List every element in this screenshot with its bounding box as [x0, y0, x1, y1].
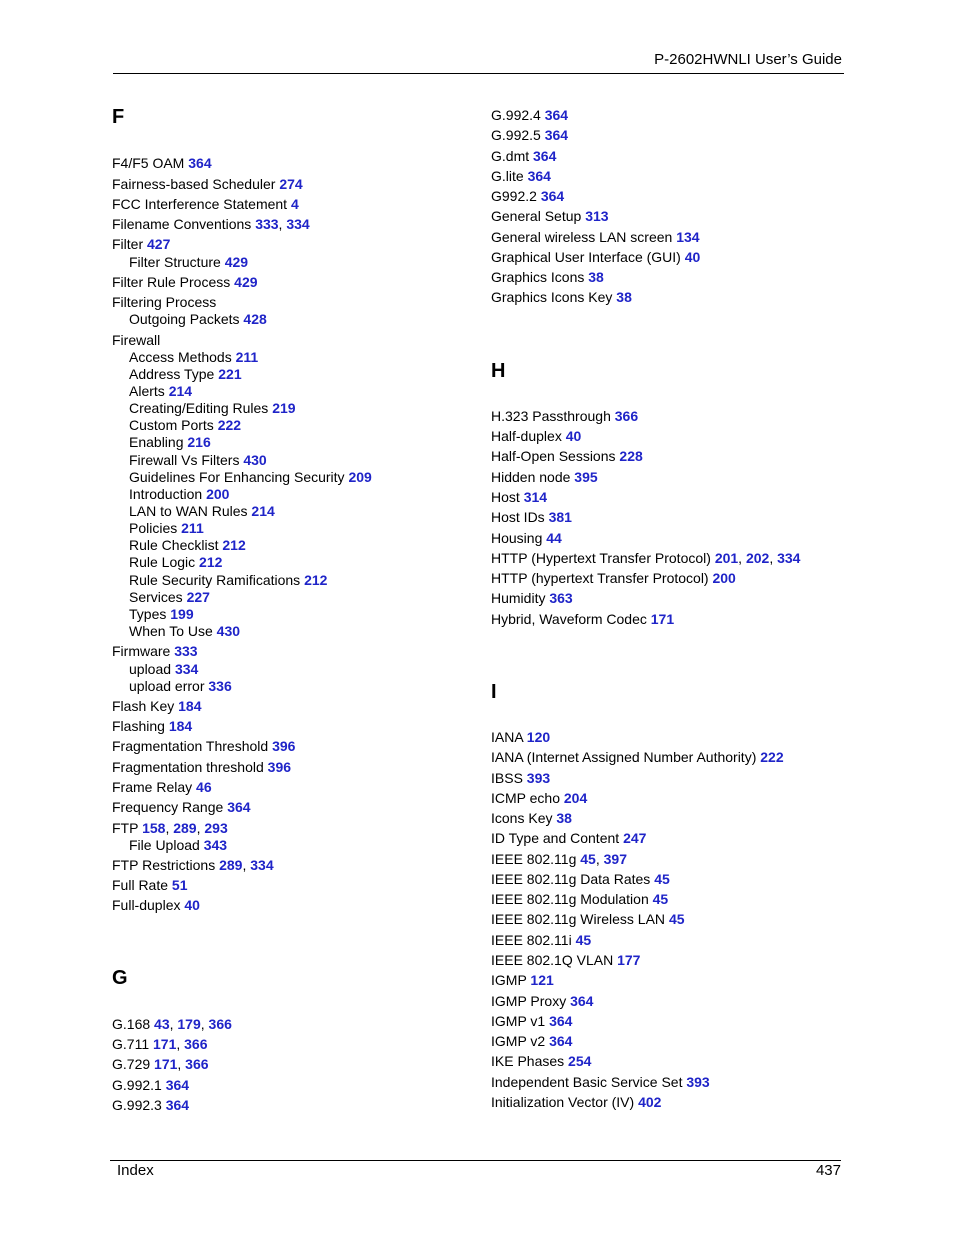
- index-entry: [491, 993, 593, 1010]
- index-entry: [112, 236, 170, 253]
- index-entry: [491, 871, 670, 888]
- page-reference-link[interactable]: 333: [255, 216, 279, 232]
- page-reference-link[interactable]: 381: [548, 509, 572, 525]
- page-reference-link[interactable]: 364: [549, 1033, 573, 1049]
- index-entry: [491, 570, 736, 587]
- index-entry: [112, 1077, 189, 1094]
- index-term: IKE Phases: [491, 1053, 565, 1069]
- index-term: G.729: [112, 1056, 151, 1072]
- page-reference-link[interactable]: 293: [204, 820, 228, 836]
- index-term: General wireless LAN screen: [491, 229, 673, 245]
- page-separator: ,: [738, 550, 746, 566]
- page-reference-link[interactable]: 214: [168, 383, 193, 399]
- page-reference-link[interactable]: 38: [556, 810, 572, 826]
- index-entry: [112, 897, 200, 914]
- index-term: Hidden node: [491, 469, 571, 485]
- index-term: IGMP: [491, 972, 527, 988]
- index-entry: [491, 590, 573, 607]
- index-term: Firewall Vs Filters: [129, 452, 240, 468]
- index-subentry: [129, 400, 296, 417]
- index-subentry: [129, 606, 194, 623]
- index-term: Host: [491, 489, 520, 505]
- index-term: Filter: [112, 236, 144, 252]
- page-reference-link[interactable]: 402: [638, 1094, 662, 1110]
- index-entry: [491, 1013, 572, 1030]
- page-reference-link[interactable]: 428: [243, 311, 267, 327]
- index-entry: [491, 107, 568, 124]
- index-entry: [491, 749, 784, 766]
- index-entry: [112, 779, 212, 796]
- index-entry: [491, 469, 598, 486]
- index-term: Filtering Process: [112, 294, 217, 310]
- page-reference-link[interactable]: 211: [235, 349, 259, 365]
- index-term: Introduction: [129, 486, 203, 502]
- index-term: IGMP Proxy: [491, 993, 567, 1009]
- index-entry: [491, 408, 638, 425]
- page-separator: ,: [165, 820, 174, 836]
- index-entry: [491, 509, 572, 526]
- index-entry: [112, 877, 188, 894]
- index-term: Address Type: [129, 366, 215, 382]
- index-entry: [112, 643, 198, 660]
- index-term: H.323 Passthrough: [491, 408, 611, 424]
- index-term: G992.2: [491, 188, 537, 204]
- index-subentry: [129, 383, 192, 400]
- footer-divider: [110, 1160, 841, 1161]
- index-term: upload error: [129, 678, 205, 694]
- page-reference-link[interactable]: 45: [668, 911, 685, 927]
- page-reference-link[interactable]: 247: [623, 830, 647, 846]
- page-reference-link[interactable]: 364: [544, 127, 569, 143]
- index-entry: [491, 229, 700, 246]
- page-reference-link[interactable]: 228: [619, 448, 643, 464]
- page-reference-link[interactable]: 46: [196, 779, 212, 795]
- index-term: Filter Structure: [129, 254, 221, 270]
- footer-section-label: Index: [117, 1162, 154, 1179]
- index-entry: [112, 698, 202, 715]
- index-term: Half-duplex: [491, 428, 562, 444]
- index-term: Rule Checklist: [129, 537, 219, 553]
- index-entry: [112, 857, 274, 874]
- page-reference-link[interactable]: 227: [186, 589, 210, 605]
- page-reference-link[interactable]: 313: [585, 208, 609, 224]
- page-reference-link[interactable]: 45: [652, 891, 669, 907]
- index-entry: [491, 810, 572, 827]
- page-reference-link[interactable]: 40: [684, 249, 701, 265]
- page-reference-link[interactable]: 121: [530, 972, 554, 988]
- page-separator: ,: [177, 1056, 186, 1072]
- page-reference-link[interactable]: 45: [575, 932, 592, 948]
- index-term: LAN to WAN Rules: [129, 503, 248, 519]
- page-reference-link[interactable]: 211: [181, 520, 204, 536]
- page-reference-link[interactable]: 364: [570, 993, 594, 1009]
- page-reference-link[interactable]: 333: [174, 643, 198, 659]
- index-subentry: [129, 520, 204, 537]
- page-reference-link[interactable]: 44: [546, 530, 562, 546]
- index-entry: [112, 196, 299, 213]
- page-separator: ,: [242, 857, 251, 873]
- index-term: Fairness-based Scheduler: [112, 176, 276, 192]
- page-reference-link[interactable]: 364: [549, 1013, 573, 1029]
- index-entry: [491, 611, 674, 628]
- page-separator: ,: [176, 1036, 185, 1052]
- index-term: IEEE 802.11g Wireless LAN: [491, 911, 666, 927]
- page-reference-link[interactable]: 45: [654, 871, 670, 887]
- page-separator: ,: [169, 1016, 178, 1032]
- page-separator: ,: [196, 820, 205, 836]
- index-term: Firmware: [112, 643, 171, 659]
- index-subentry: [129, 623, 240, 640]
- index-entry: [491, 952, 640, 969]
- index-term: IEEE 802.11g Modulation: [491, 891, 649, 907]
- section-letter-g: G: [112, 967, 128, 989]
- index-term: Rule Security Ramifications: [129, 572, 301, 588]
- page-reference-link[interactable]: 334: [777, 550, 801, 566]
- index-term: G.992.3: [112, 1097, 162, 1113]
- page-reference-link[interactable]: 427: [147, 236, 171, 252]
- index-term: Creating/Editing Rules: [129, 400, 269, 416]
- page-reference-link[interactable]: 395: [574, 469, 598, 485]
- page-reference-link[interactable]: 393: [526, 770, 551, 786]
- page-reference-link[interactable]: 204: [563, 790, 588, 806]
- page-reference-link[interactable]: 209: [348, 469, 372, 485]
- index-term: ID Type and Content: [491, 830, 620, 846]
- index-entry: [491, 770, 550, 787]
- page-reference-link[interactable]: 40: [184, 897, 200, 913]
- index-subentry: [129, 661, 198, 678]
- index-term: Firewall: [112, 332, 161, 348]
- index-entry: [491, 1053, 591, 1070]
- page-reference-link[interactable]: 396: [267, 759, 292, 775]
- page-reference-link[interactable]: 364: [544, 107, 569, 123]
- page-reference-link[interactable]: 51: [171, 877, 188, 893]
- index-term: HTTP (Hypertext Transfer Protocol): [491, 550, 711, 566]
- index-term: IANA: [491, 729, 523, 745]
- page-reference-link[interactable]: 171: [153, 1036, 177, 1052]
- index-entry: [112, 274, 258, 291]
- index-entry: [491, 1094, 661, 1111]
- index-term: Flash Key: [112, 698, 175, 714]
- index-term: Humidity: [491, 590, 546, 606]
- index-term: Graphical User Interface (GUI): [491, 249, 681, 265]
- page-reference-link[interactable]: 184: [168, 718, 193, 734]
- index-term: IGMP v1: [491, 1013, 546, 1029]
- page-reference-link[interactable]: 199: [170, 606, 194, 622]
- index-entry: [112, 718, 192, 735]
- index-term: Full-duplex: [112, 897, 181, 913]
- page-reference-link[interactable]: 334: [174, 661, 199, 677]
- page-reference-link[interactable]: 364: [165, 1077, 190, 1093]
- index-term: Access Methods: [129, 349, 232, 365]
- index-entry: [112, 799, 251, 816]
- index-subentry: [129, 486, 229, 503]
- index-entry: [491, 972, 554, 989]
- footer-page-number: 437: [815, 1162, 841, 1179]
- page-reference-link[interactable]: 430: [216, 623, 241, 639]
- index-term: Enabling: [129, 434, 184, 450]
- page-reference-link[interactable]: 274: [279, 176, 303, 192]
- page-reference-link[interactable]: 289: [219, 857, 243, 873]
- page-reference-link[interactable]: 289: [173, 820, 197, 836]
- index-term: FTP Restrictions: [112, 857, 216, 873]
- index-subentry: [129, 572, 327, 589]
- index-entry: [491, 168, 551, 185]
- index-term: Graphics Icons Key: [491, 289, 613, 305]
- page-reference-link[interactable]: 364: [227, 799, 251, 815]
- page-reference-link[interactable]: 336: [208, 678, 232, 694]
- page-reference-link[interactable]: 366: [185, 1056, 209, 1072]
- page-reference-link[interactable]: 38: [588, 269, 604, 285]
- page-reference-link[interactable]: 212: [222, 537, 246, 553]
- index-entry: [112, 1036, 208, 1053]
- page-reference-link[interactable]: 222: [760, 749, 784, 765]
- header-divider: [113, 73, 844, 74]
- index-term: upload: [129, 661, 172, 677]
- index-term: Frequency Range: [112, 799, 224, 815]
- index-term: IANA (Internet Assigned Number Authority): [491, 749, 757, 765]
- page-separator: ,: [595, 851, 604, 867]
- index-subentry: [129, 349, 258, 366]
- index-entry: [112, 216, 310, 233]
- index-subentry: [129, 366, 242, 383]
- page-reference-link[interactable]: 184: [178, 698, 202, 714]
- page-reference-link[interactable]: 216: [187, 434, 211, 450]
- index-entry: [491, 851, 627, 868]
- index-entry: [491, 269, 604, 286]
- index-term: Fragmentation Threshold: [112, 738, 269, 754]
- page-reference-link[interactable]: 179: [177, 1016, 201, 1032]
- page-reference-link[interactable]: 366: [184, 1036, 208, 1052]
- index-entry: [491, 188, 564, 205]
- guide-title: P-2602HWNLI User’s Guide: [654, 51, 842, 68]
- page-reference-link[interactable]: 334: [286, 216, 310, 232]
- index-entry: [491, 127, 568, 144]
- page-reference-link[interactable]: 202: [745, 550, 770, 566]
- index-entry: [491, 729, 550, 746]
- index-term: Filename Conventions: [112, 216, 252, 232]
- index-subentry: [129, 589, 210, 606]
- index-term: IEEE 802.1Q VLAN: [491, 952, 614, 968]
- page-reference-link[interactable]: 200: [712, 570, 736, 586]
- index-term: IEEE 802.11i: [491, 932, 572, 948]
- index-entry: [112, 155, 212, 172]
- page-reference-link[interactable]: 396: [272, 738, 296, 754]
- index-entry: [491, 1074, 710, 1091]
- page-reference-link[interactable]: 343: [203, 837, 228, 853]
- index-term: Frame Relay: [112, 779, 193, 795]
- index-entry: [112, 1097, 189, 1114]
- index-entry: [491, 932, 591, 949]
- index-subentry: [129, 837, 227, 854]
- index-subentry: [129, 537, 246, 554]
- index-term: G.992.5: [491, 127, 541, 143]
- page-reference-link[interactable]: 200: [206, 486, 230, 502]
- page-reference-link[interactable]: 43: [154, 1016, 170, 1032]
- index-term: Guidelines For Enhancing Security: [129, 469, 345, 485]
- index-entry: [491, 148, 556, 165]
- index-entry: [112, 176, 303, 193]
- index-term: Custom Ports: [129, 417, 214, 433]
- index-entry: [491, 830, 646, 847]
- page-reference-link[interactable]: 366: [614, 408, 639, 424]
- index-term: Icons Key: [491, 810, 553, 826]
- page-reference-link[interactable]: 221: [218, 366, 242, 382]
- index-term: Host IDs: [491, 509, 545, 525]
- index-entry: [491, 790, 587, 807]
- index-term: G.711: [112, 1036, 150, 1052]
- page-reference-link[interactable]: 397: [603, 851, 627, 867]
- index-term: FTP: [112, 820, 139, 836]
- index-term: G.lite: [491, 168, 524, 184]
- page-reference-link[interactable]: 171: [650, 611, 675, 627]
- index-subentry: [129, 678, 232, 695]
- page-reference-link[interactable]: 364: [533, 148, 557, 164]
- index-term: Alerts: [129, 383, 165, 399]
- index-term: Fragmentation threshold: [112, 759, 264, 775]
- index-term: Flashing: [112, 718, 165, 734]
- page-reference-link[interactable]: 314: [523, 489, 548, 505]
- page-reference-link[interactable]: 364: [188, 155, 212, 171]
- index-term: Outgoing Packets: [129, 311, 240, 327]
- index-entry: [112, 820, 228, 837]
- index-entry: [491, 489, 547, 506]
- page-separator: ,: [769, 550, 778, 566]
- page-reference-link[interactable]: 219: [272, 400, 296, 416]
- index-term: G.992.4: [491, 107, 541, 123]
- page-reference-link[interactable]: 214: [251, 503, 275, 519]
- page-separator: ,: [200, 1016, 209, 1032]
- page-reference-link[interactable]: 158: [142, 820, 166, 836]
- index-term: IEEE 802.11g Data Rates: [491, 871, 651, 887]
- index-term: Policies: [129, 520, 178, 536]
- index-term: Half-Open Sessions: [491, 448, 616, 464]
- index-entry: [112, 738, 295, 755]
- index-subentry: [129, 469, 372, 486]
- index-term: When To Use: [129, 623, 213, 639]
- index-entry: [112, 1056, 209, 1073]
- page-reference-link[interactable]: 364: [165, 1097, 190, 1113]
- index-term: G.168: [112, 1016, 151, 1032]
- section-letter-h: H: [491, 360, 506, 382]
- index-subentry: [129, 554, 222, 571]
- index-entry: [112, 1016, 232, 1033]
- index-term: HTTP (hypertext Transfer Protocol): [491, 570, 709, 586]
- index-entry: [112, 759, 291, 776]
- index-subentry: [129, 417, 241, 434]
- section-letter-i: I: [491, 681, 497, 703]
- index-subentry: [129, 503, 275, 520]
- index-subentry: [129, 254, 248, 271]
- index-entry: [491, 289, 632, 306]
- index-term: File Upload: [129, 837, 200, 853]
- page-reference-link[interactable]: 364: [527, 168, 551, 184]
- index-entry: [112, 332, 160, 349]
- page-reference-link[interactable]: 222: [217, 417, 242, 433]
- index-term: G.992.1: [112, 1077, 162, 1093]
- page-reference-link[interactable]: 201: [714, 550, 739, 566]
- page-reference-link[interactable]: 430: [243, 452, 267, 468]
- index-term: Types: [129, 606, 167, 622]
- index-subentry: [129, 452, 267, 469]
- page-reference-link[interactable]: 177: [617, 952, 641, 968]
- page-reference-link[interactable]: 212: [199, 554, 223, 570]
- index-term: IGMP v2: [491, 1033, 546, 1049]
- index-term: IEEE 802.11g: [491, 851, 577, 867]
- index-entry: [112, 294, 216, 311]
- index-term: Filter Rule Process: [112, 274, 231, 290]
- index-term: Graphics Icons: [491, 269, 585, 285]
- page-reference-link[interactable]: 134: [676, 229, 700, 245]
- index-term: Services: [129, 589, 183, 605]
- page-reference-link[interactable]: 212: [304, 572, 328, 588]
- index-entry: [491, 428, 581, 445]
- index-term: General Setup: [491, 208, 582, 224]
- index-term: FCC Interference Statement: [112, 196, 288, 212]
- index-term: Hybrid, Waveform Codec: [491, 611, 647, 627]
- index-term: Initialization Vector (IV): [491, 1094, 635, 1110]
- section-letter-f: F: [112, 106, 125, 128]
- index-entry: [491, 1033, 572, 1050]
- page-reference-link[interactable]: 45: [580, 851, 596, 867]
- page-reference-link[interactable]: 393: [686, 1074, 710, 1090]
- index-subentry: [129, 311, 267, 328]
- index-term: Rule Logic: [129, 554, 196, 570]
- page-reference-link[interactable]: 120: [526, 729, 551, 745]
- index-entry: [491, 208, 609, 225]
- index-term: ICMP echo: [491, 790, 560, 806]
- page-reference-link[interactable]: 40: [565, 428, 582, 444]
- page-reference-link[interactable]: 38: [616, 289, 632, 305]
- page-reference-link[interactable]: 254: [568, 1053, 592, 1069]
- page-reference-link[interactable]: 171: [154, 1056, 178, 1072]
- page-reference-link[interactable]: 334: [250, 857, 274, 873]
- index-entry: [491, 530, 562, 547]
- page-reference-link[interactable]: 4: [290, 196, 299, 212]
- page-reference-link[interactable]: 429: [224, 254, 249, 270]
- index-term: Independent Basic Service Set: [491, 1074, 683, 1090]
- index-term: IBSS: [491, 770, 523, 786]
- page-reference-link[interactable]: 429: [234, 274, 258, 290]
- index-term: Housing: [491, 530, 543, 546]
- page-reference-link[interactable]: 363: [549, 590, 573, 606]
- index-entry: [491, 448, 643, 465]
- index-entry: [491, 249, 700, 266]
- index-term: F4/F5 OAM: [112, 155, 185, 171]
- index-entry: [491, 891, 668, 908]
- index-subentry: [129, 434, 211, 451]
- index-term: Full Rate: [112, 877, 169, 893]
- page-reference-link[interactable]: 366: [208, 1016, 232, 1032]
- index-term: G.dmt: [491, 148, 530, 164]
- index-entry: [491, 550, 800, 567]
- page-reference-link[interactable]: 364: [540, 188, 565, 204]
- index-entry: [491, 911, 685, 928]
- page-separator: ,: [278, 216, 287, 232]
